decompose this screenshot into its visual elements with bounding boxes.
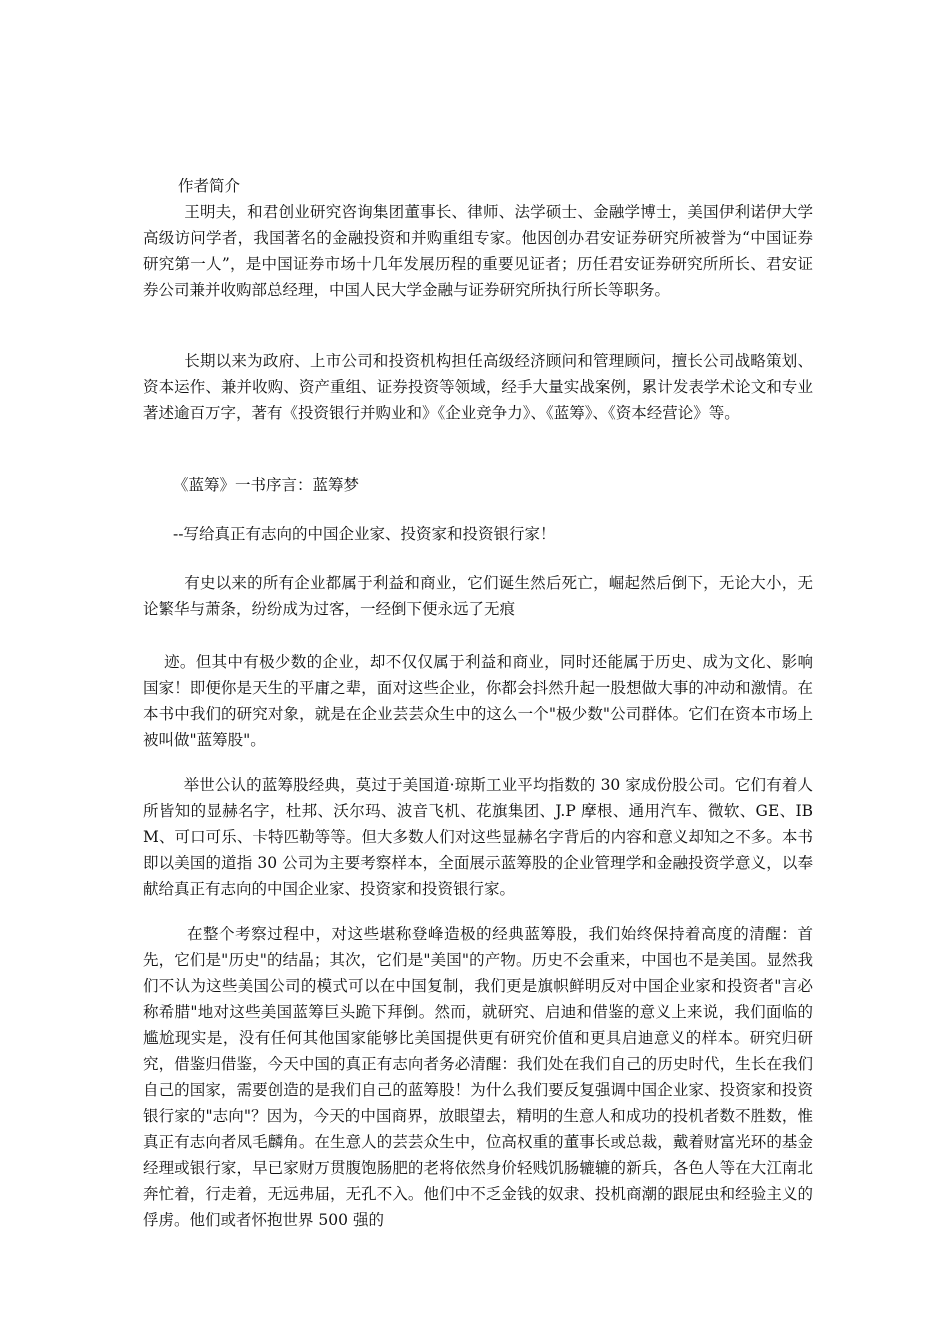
author-career-paragraph: 长期以来为政府、上市公司和投资机构担任高级经济顾问和管理顾问，擅长公司战略策划、资本运作、兼并收购、资产重组、证券投资等领域，经手大量实战案例，累计发表学术论文和专业著述逾百万字，著有《投资银行并购业和》《企业竞争力》、《蓝筹》、《资本经营论》等。 [143, 352, 813, 422]
preface-paragraph-1: 有史以来的所有企业都属于利益和商业，它们诞生然后死亡，崛起然后倒下，无论大小，无论繁华与萧条，纷纷成为过客，一经倒下便永远了无痕 [143, 574, 813, 618]
preface-title: 《蓝筹》一书序言：蓝筹梦 [173, 476, 360, 494]
preface-paragraph-3: 举世公认的蓝筹股经典，莫过于美国道·琼斯工业平均指数的 30 家成份股公司。它们有着人所皆知的显赫名字，杜邦、沃尔玛、波音飞机、花旗集团、J.P 摩根、通用汽车、微软、GE、IBM、可口可乐、卡特匹勒等等。但大多数人们对这些显赫名字背后的内容和意义却知之不多。本书即以美国的道指 30 公司为主要考察样本，全面展示蓝筹股的企业管理学和金融投资学意义，以奉献给真正有志向的中国企业家、投资家和投资银行家。 [143, 776, 813, 898]
preface-subtitle: --写给真正有志向的中国企业家、投资家和投资银行家！ [173, 525, 556, 543]
preface-paragraph-4: 在整个考察过程中，对这些堪称登峰造极的经典蓝筹股，我们始终保持着高度的清醒：首先，它们是"历史"的结晶；其次，它们是"美国"的产物。历史不会重来，中国也不是美国。显然我们不认为这些美国公司的模式可以在中国复制，我们更是旗帜鲜明反对中国企业家和投资者"言必称希腊"地对这些美国蓝筹巨头跪下拜倒。然而，就研究、启迪和借鉴的意义上来说，我们面临的尴尬现实是，没有任何其他国家能够比美国提供更有研究价值和更具启迪意义的样本。研究归研究，借鉴归借鉴，今天中国的真正有志向者务必清醒：我们处在我们自己的历史时代，生长在我们自己的国家，需要创造的是我们自己的蓝筹股！为什么我们要反复强调中国企业家、投资家和投资银行家的"志向"？因为，今天的中国商界，放眼望去，精明的生意人和成功的投机者数不胜数，惟真正有志向者凤毛麟角。在生意人的芸芸众生中，位高权重的董事长或总裁，戴着财富光环的基金经理或银行家，早已家财万贯腹饱肠肥的老将依然身价轻贱饥肠辘辘的新兵，各色人等在大江南北奔忙着，行走着，无远弗届，无孔不入。他们中不乏金钱的奴隶、投机商潮的跟屁虫和经验主义的俘虏。他们或者怀抱世界 500 强的 [143, 925, 813, 1229]
author-intro-heading: 作者简介 [178, 177, 241, 195]
author-bio-paragraph: 王明夫，和君创业研究咨询集团董事长、律师、法学硕士、金融学博士，美国伊利诺伊大学高级访问学者，我国著名的金融投资和并购重组专家。他因创办君安证券研究所被誉为“中国证券研究第一人”，是中国证券市场十几年发展历程的重要见证者；历任君安证券研究所所长、君安证券公司兼并收购部总经理，中国人民大学金融与证券研究所执行所长等职务。 [143, 203, 813, 299]
preface-paragraph-2: 迹。但其中有极少数的企业，却不仅仅属于利益和商业，同时还能属于历史、成为文化、影响国家！即便你是天生的平庸之辈，面对这些企业，你都会抖然升起一股想做大事的冲动和激情。在本书中我们的研究对象，就是在企业芸芸众生中的这么一个"极少数"公司群体。它们在资本市场上被叫做"蓝筹股"。 [143, 653, 813, 749]
